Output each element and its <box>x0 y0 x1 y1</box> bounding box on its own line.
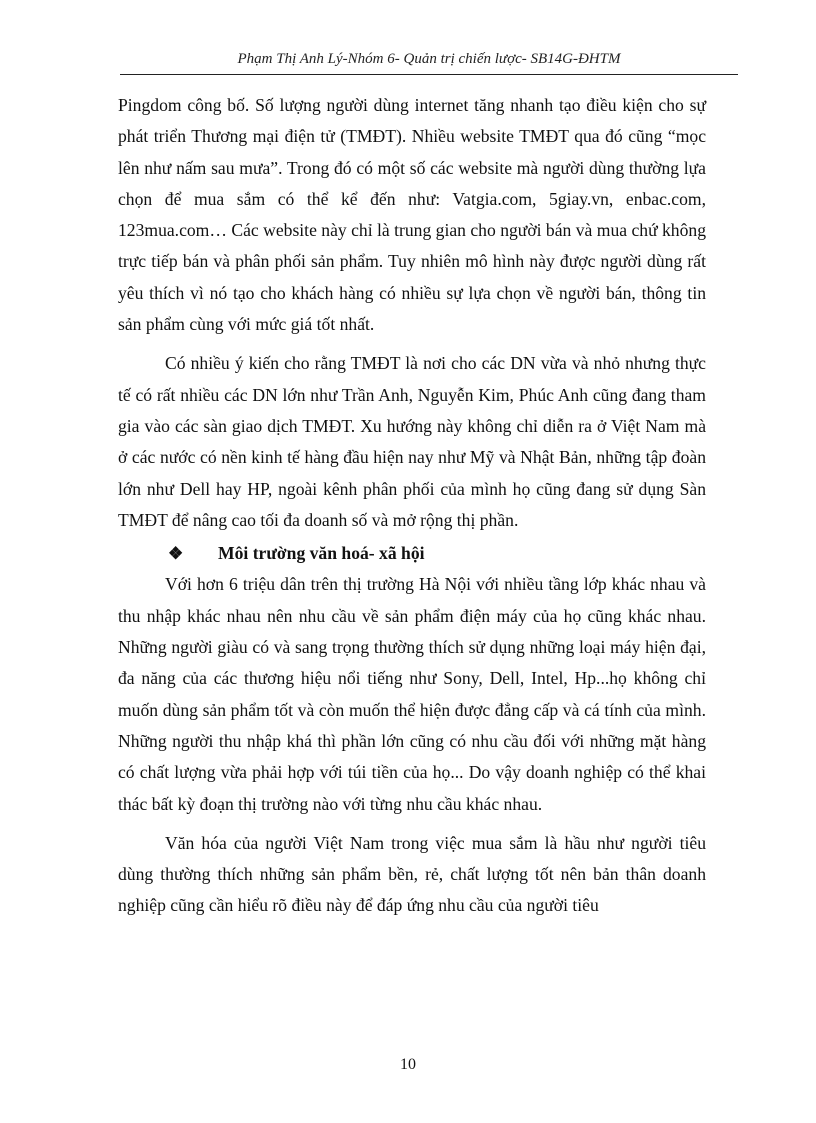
paragraph-3: Với hơn 6 triệu dân trên thị trường Hà Nội với nhiều tầng lớp khác nhau và thu nhập khác nhau nên nhu cầu về sản phẩm điện máy của họ cũng khác nhau. Những người giàu có và sang trọng thường thích sử dụng những loại máy hiện đại, đa năng của các thương hiệu nổi tiếng như Sony, Dell, Intel, Hp...họ không chỉ muốn dùng sản phẩm tốt và còn muốn thể hiện được đẳng cấp và cá tính của mình. Những người thu nhập khá thì phần lớn cũng có nhu cầu đối với những mặt hàng có chất lượng vừa phải hợp với túi tiền của họ... Do vậy doanh nghiệp có thể khai thác bất kỳ đoạn thị trường nào với từng nhu cầu khác nhau. <box>118 574 706 814</box>
page-header <box>120 44 738 75</box>
diamond-bullet-icon: ❖ <box>168 544 184 564</box>
paragraph-1: Pingdom công bố. Số lượng người dùng internet tăng nhanh tạo điều kiện cho sự phát triển Thương mại điện tử (TMĐT). Nhiều website TMĐT qua đó cũng “mọc lên như nấm sau mưa”. Trong đó có một số các website mà người dùng thường lựa chọn để mua sắm có thể kể đến như: Vatgia.com, 5giay.vn, enbac.com, 123mua.com… Các website này chỉ là trung gian cho người bán và mua chứ không trực tiếp bán và phân phối sản phẩm. Tuy nhiên mô hình này được người dùng rất yêu thích vì nó tạo cho khách hàng có nhiều sự lựa chọn về người bán, thông tin sản phẩm cùng với mức giá tốt nhất. <box>118 95 706 335</box>
document-body <box>118 90 706 922</box>
paragraph-2: Có nhiều ý kiến cho rằng TMĐT là nơi cho các DN vừa và nhỏ nhưng thực tế có rất nhiều các DN lớn như Trần Anh, Nguyễn Kim, Phúc Anh cũng đang tham gia vào các sàn giao dịch TMĐT. Xu hướng này không chỉ diễn ra ở Việt Nam mà ở các nước có nền kinh tế hàng đầu hiện nay như Mỹ và Nhật Bản, những tập đoàn lớn như Dell hay HP, ngoài kênh phân phối của mình họ cũng đang sử dụng Sàn TMĐT để nâng cao tối đa doanh số và mở rộng thị phần. <box>118 353 706 530</box>
page-number: 10 <box>400 1056 416 1073</box>
header-text: Phạm Thị Anh Lý-Nhóm 6- Quản trị chiến lược- SB14G-ĐHTM <box>237 51 621 67</box>
section-heading <box>118 538 706 569</box>
paragraph-4: Văn hóa của người Việt Nam trong việc mua sắm là hầu như người tiêu dùng thường thích những sản phẩm bền, rẻ, chất lượng tốt nên bản thân doanh nghiệp cũng cần hiểu rõ điều này để đáp ứng nhu cầu của người tiêu <box>118 832 706 916</box>
section-title: Môi trường văn hoá- xã hội <box>218 543 425 564</box>
